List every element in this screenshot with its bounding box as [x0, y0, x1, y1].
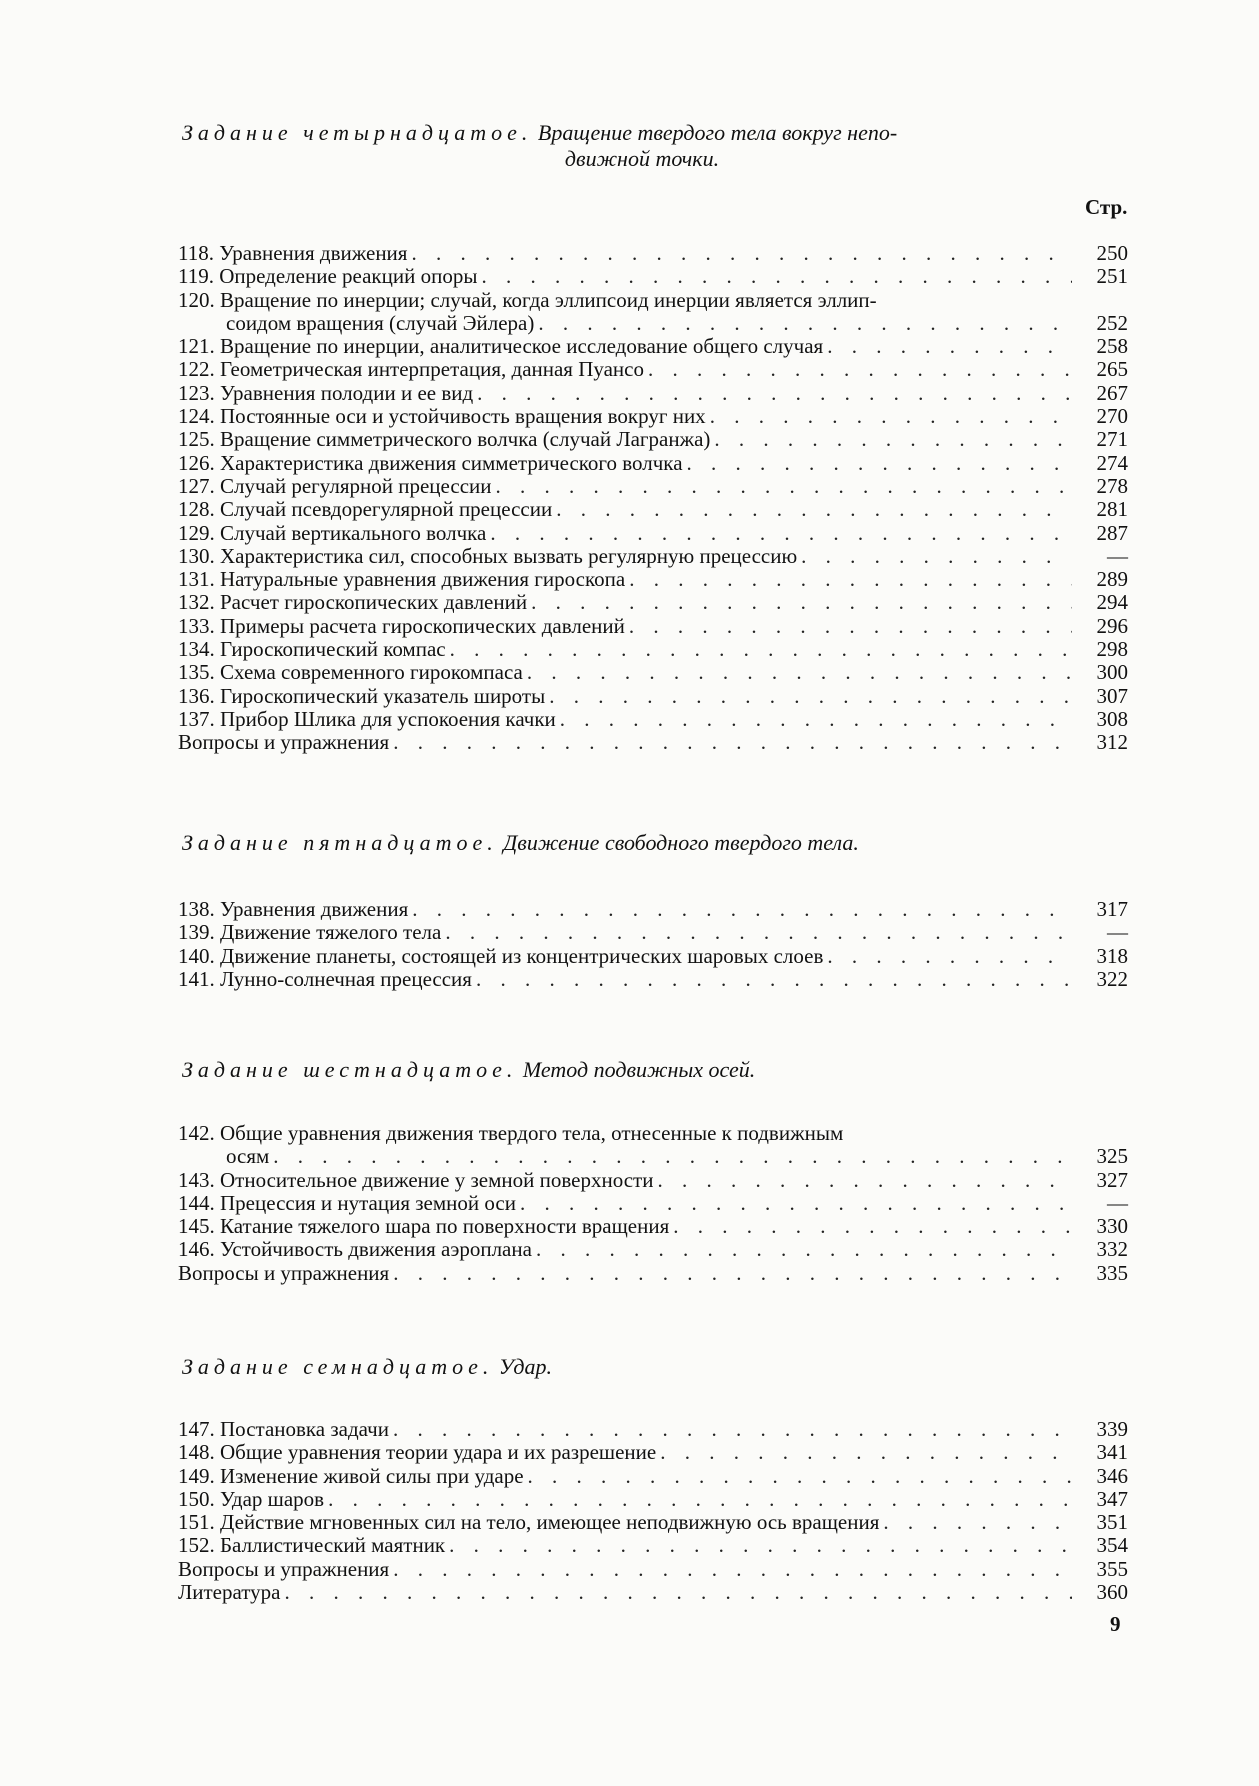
- leader-dots: [520, 1192, 1072, 1215]
- toc-entry-title: 125. Вращение симметрического волчка (случай Лагранжа): [178, 427, 711, 452]
- leader-dots: [477, 382, 1072, 405]
- leader-dots: [450, 638, 1072, 661]
- toc-entry-title: 141. Лунно-солнечная прецессия: [178, 966, 472, 991]
- leader-dots: [536, 1238, 1072, 1261]
- toc-entry-page: 294: [1096, 590, 1128, 615]
- leader-dots: [412, 898, 1072, 921]
- toc-entry-page: 317: [1096, 897, 1128, 921]
- toc-entry-page: 258: [1096, 334, 1128, 359]
- toc-entry: [178, 475, 1128, 498]
- toc-entry: [178, 382, 1128, 405]
- leader-dots: [531, 591, 1072, 614]
- toc-entry-title: Вопросы и упражнения: [178, 1260, 390, 1285]
- toc-entry-page: 355: [1096, 1556, 1128, 1581]
- toc-entry: [178, 921, 1128, 944]
- toc-entry: [178, 498, 1128, 521]
- toc-entry-title: 121. Вращение по инерции, аналитическое исследование общего случая: [178, 334, 824, 359]
- toc-entry: [178, 1169, 1128, 1192]
- leader-dots: [393, 1418, 1072, 1441]
- toc-entry: [178, 1238, 1128, 1261]
- toc-entry-title: 119. Определение реакций опоры: [178, 264, 478, 289]
- toc-entry-page: 351: [1096, 1510, 1128, 1535]
- leader-dots: [393, 1262, 1072, 1285]
- section-label: Задание шестнадцатое.: [182, 1057, 518, 1082]
- toc-entry: [178, 945, 1128, 968]
- section-label: Задание четырнадцатое.: [182, 120, 533, 145]
- toc-entry-page: 339: [1096, 1417, 1128, 1441]
- toc-entry-title: 122. Геометрическая интерпретация, данная Пуансо: [178, 357, 644, 382]
- toc-entry-page: 332: [1096, 1237, 1128, 1262]
- toc-entry-title: 139. Движение тяжелого тела: [178, 920, 442, 945]
- toc-entry-title: 136. Гироскопический указатель широты: [178, 683, 546, 708]
- toc-entry-title: 126. Характеристика движения симметрического волчка: [178, 450, 683, 475]
- leader-dots: [673, 1215, 1072, 1238]
- toc-entry-title: 128. Случай псевдорегулярной прецессии: [178, 497, 553, 522]
- toc-entry-page: 360: [1096, 1580, 1128, 1605]
- leader-dots: [449, 1534, 1072, 1557]
- leader-dots: [538, 312, 1072, 335]
- toc-entry-page: —: [1107, 1190, 1128, 1215]
- toc-entry: [178, 428, 1128, 451]
- toc-entry-page: 267: [1096, 380, 1128, 405]
- section-title: Вращение твердого тела вокруг непо-: [537, 120, 898, 145]
- toc-list: [178, 898, 1128, 991]
- leader-dots: [801, 545, 1072, 568]
- toc-entry-title: 143. Относительное движение у земной поверхности: [178, 1167, 654, 1192]
- leader-dots: [687, 452, 1072, 475]
- toc-entry-title: 118. Уравнения движения: [178, 241, 408, 265]
- toc-entry-page: 289: [1096, 567, 1128, 592]
- toc-entry-title: Вопросы и упражнения: [178, 1556, 390, 1581]
- toc-entry: [178, 358, 1128, 381]
- toc-entry: [178, 289, 1128, 336]
- section-label: Задание пятнадцатое.: [182, 830, 498, 855]
- toc-entry-title: 146. Устойчивость движения аэроплана: [178, 1237, 532, 1262]
- toc-entry-page: 287: [1096, 520, 1128, 545]
- toc-entry-title: 145. Катание тяжелого шара по поверхности вращения: [178, 1214, 670, 1239]
- toc-entry-page: 278: [1096, 473, 1128, 498]
- toc-entry-title: 140. Движение планеты, состоящей из концентрических шаровых слоев: [178, 943, 824, 968]
- toc-entry-page: 250: [1096, 241, 1128, 265]
- leader-dots: [714, 428, 1072, 451]
- toc-entry-title: 133. Примеры расчета гироскопических давлений: [178, 613, 625, 638]
- toc-entry-page: 265: [1096, 357, 1128, 382]
- leader-dots: [827, 945, 1072, 968]
- toc-entry-page: 354: [1096, 1533, 1128, 1558]
- toc-entry-page: 322: [1096, 966, 1128, 991]
- toc-entry-title: Вопросы и упражнения: [178, 730, 390, 755]
- toc-entry-title: Литература: [178, 1580, 281, 1605]
- toc-entry: [178, 638, 1128, 661]
- leader-dots: [490, 522, 1072, 545]
- toc-entry-page: 270: [1096, 404, 1128, 429]
- section-title: Метод подвижных осей.: [522, 1057, 756, 1082]
- page-number: 9: [1110, 1612, 1121, 1636]
- toc-entry: [178, 1488, 1128, 1511]
- toc-entry-page: 281: [1096, 497, 1128, 522]
- toc-entry-page: 274: [1096, 450, 1128, 475]
- toc-entry-title: 152. Баллистический маятник: [178, 1533, 446, 1558]
- toc-entry-page: 341: [1096, 1440, 1128, 1465]
- toc-entry: [178, 591, 1128, 614]
- toc-entry: [178, 1558, 1128, 1581]
- toc-entry-title: 132. Расчет гироскопических давлений: [178, 590, 528, 615]
- leader-dots: [393, 731, 1072, 754]
- toc-list: [178, 1418, 1128, 1604]
- toc-entry-title: 134. Гироскопический компас: [178, 637, 446, 662]
- toc-entry: [178, 1534, 1128, 1557]
- toc-entry-page: 330: [1096, 1214, 1128, 1239]
- leader-dots: [481, 265, 1072, 288]
- leader-dots: [556, 498, 1072, 521]
- leader-dots: [284, 1581, 1072, 1604]
- toc-entry-title: 131. Натуральные уравнения движения гироскопа: [178, 567, 626, 592]
- toc-entry-page: 346: [1096, 1463, 1128, 1488]
- toc-entry: [178, 968, 1128, 991]
- toc-entry: [178, 1441, 1128, 1464]
- leader-dots: [411, 242, 1072, 265]
- toc-entry-page: 312: [1096, 730, 1128, 755]
- section-heading: [182, 1057, 1062, 1083]
- leader-dots: [710, 405, 1072, 428]
- toc-entry: [178, 1122, 1128, 1169]
- toc-list: [178, 1122, 1128, 1285]
- toc-entry-title: 150. Удар шаров: [178, 1486, 325, 1511]
- leader-dots: [328, 1488, 1072, 1511]
- leader-dots: [629, 615, 1072, 638]
- toc-entry-title: 127. Случай регулярной прецессии: [178, 473, 492, 498]
- leader-dots: [657, 1169, 1072, 1192]
- leader-dots: [528, 1465, 1072, 1488]
- toc-entry-page: 325: [1096, 1144, 1128, 1169]
- toc-entry-page: 318: [1096, 943, 1128, 968]
- section-heading: [182, 120, 1062, 172]
- toc-entry: [178, 335, 1128, 358]
- toc-entry: [178, 1262, 1128, 1285]
- leader-dots: [445, 921, 1072, 944]
- toc-entry-title: 151. Действие мгновенных сил на тело, имеющее неподвижную ось вращения: [178, 1510, 880, 1535]
- toc-entry: [178, 522, 1128, 545]
- toc-entry: [178, 731, 1128, 754]
- toc-entry-page: 347: [1096, 1486, 1128, 1511]
- toc-entry: [178, 708, 1128, 731]
- toc-entry-title-continuation: соидом вращения (случай Эйлера): [226, 310, 535, 335]
- toc-entry-title: 142. Общие уравнения движения твердого тела, отнесенные к подвижным: [178, 1121, 844, 1145]
- toc-entry: [178, 452, 1128, 475]
- toc-entry-title: 124. Постоянные оси и устойчивость вращения вокруг них: [178, 404, 706, 429]
- toc-entry-page: 298: [1096, 637, 1128, 662]
- toc-entry-page: 327: [1096, 1167, 1128, 1192]
- toc-entry: [178, 1192, 1128, 1215]
- toc-entry: [178, 242, 1128, 265]
- toc-entry: [178, 1581, 1128, 1604]
- section-title: Удар.: [498, 1354, 553, 1379]
- toc-entry-title: 130. Характеристика сил, способных вызвать регулярную прецессию: [178, 543, 798, 568]
- toc-entry: [178, 685, 1128, 708]
- section-title: Движение свободного твердого тела.: [503, 830, 859, 855]
- toc-entry-title: 144. Прецессия и нутация земной оси: [178, 1190, 516, 1215]
- leader-dots: [827, 335, 1072, 358]
- toc-entry: [178, 661, 1128, 684]
- toc-entry-page: —: [1107, 543, 1128, 568]
- toc-entry-page: 296: [1096, 613, 1128, 638]
- toc-entry-page: 271: [1096, 427, 1128, 452]
- toc-entry: [178, 545, 1128, 568]
- toc-entry: [178, 1511, 1128, 1534]
- toc-entry-page: 251: [1096, 264, 1128, 289]
- leader-dots: [393, 1558, 1072, 1581]
- toc-entry-page: 335: [1096, 1260, 1128, 1285]
- toc-entry: [178, 1418, 1128, 1441]
- toc-entry-page: 252: [1096, 310, 1128, 335]
- toc-entry-title: 120. Вращение по инерции; случай, когда эллипсоид инерции является эллип-: [178, 287, 877, 312]
- toc-entry: [178, 1215, 1128, 1238]
- toc-entry-title: 147. Постановка задачи: [178, 1417, 389, 1441]
- section-heading: [182, 1354, 1062, 1380]
- leader-dots: [273, 1145, 1072, 1168]
- leader-dots: [549, 685, 1072, 708]
- toc-entry-page: 308: [1096, 706, 1128, 731]
- toc-entry: [178, 615, 1128, 638]
- toc-entry: [178, 1465, 1128, 1488]
- section-heading-line: [182, 120, 1062, 146]
- toc-entry-title: 135. Схема современного гирокомпаса: [178, 660, 523, 685]
- leader-dots: [629, 568, 1072, 591]
- toc-entry-title: 138. Уравнения движения: [178, 897, 409, 921]
- toc-entry-page: 300: [1096, 660, 1128, 685]
- toc-entry: [178, 265, 1128, 288]
- toc-entry-page: —: [1107, 920, 1128, 945]
- toc-entry-title: 129. Случай вертикального волчка: [178, 520, 487, 545]
- toc-entry-title-continuation: осям: [226, 1144, 270, 1169]
- toc-entry: [178, 898, 1128, 921]
- toc-entry-title: 123. Уравнения полодии и ее вид: [178, 380, 474, 405]
- section-label: Задание семнадцатое.: [182, 1354, 494, 1379]
- toc-entry-page: 307: [1096, 683, 1128, 708]
- leader-dots: [476, 968, 1072, 991]
- leader-dots: [883, 1511, 1072, 1534]
- toc-entry-title: 149. Изменение живой силы при ударе: [178, 1463, 524, 1488]
- page-column-label: Стр.: [1085, 195, 1128, 219]
- toc-entry: [178, 405, 1128, 428]
- section-heading: [182, 830, 1062, 856]
- toc-list: [178, 242, 1128, 755]
- section-title-continuation: движной точки.: [564, 146, 720, 171]
- toc-entry-title: 148. Общие уравнения теории удара и их разрешение: [178, 1440, 657, 1465]
- leader-dots: [648, 358, 1072, 381]
- leader-dots: [496, 475, 1073, 498]
- leader-dots: [527, 661, 1072, 684]
- toc-entry: [178, 568, 1128, 591]
- toc-entry-title: 137. Прибор Шлика для успокоения качки: [178, 706, 556, 731]
- leader-dots: [560, 708, 1072, 731]
- leader-dots: [660, 1441, 1072, 1464]
